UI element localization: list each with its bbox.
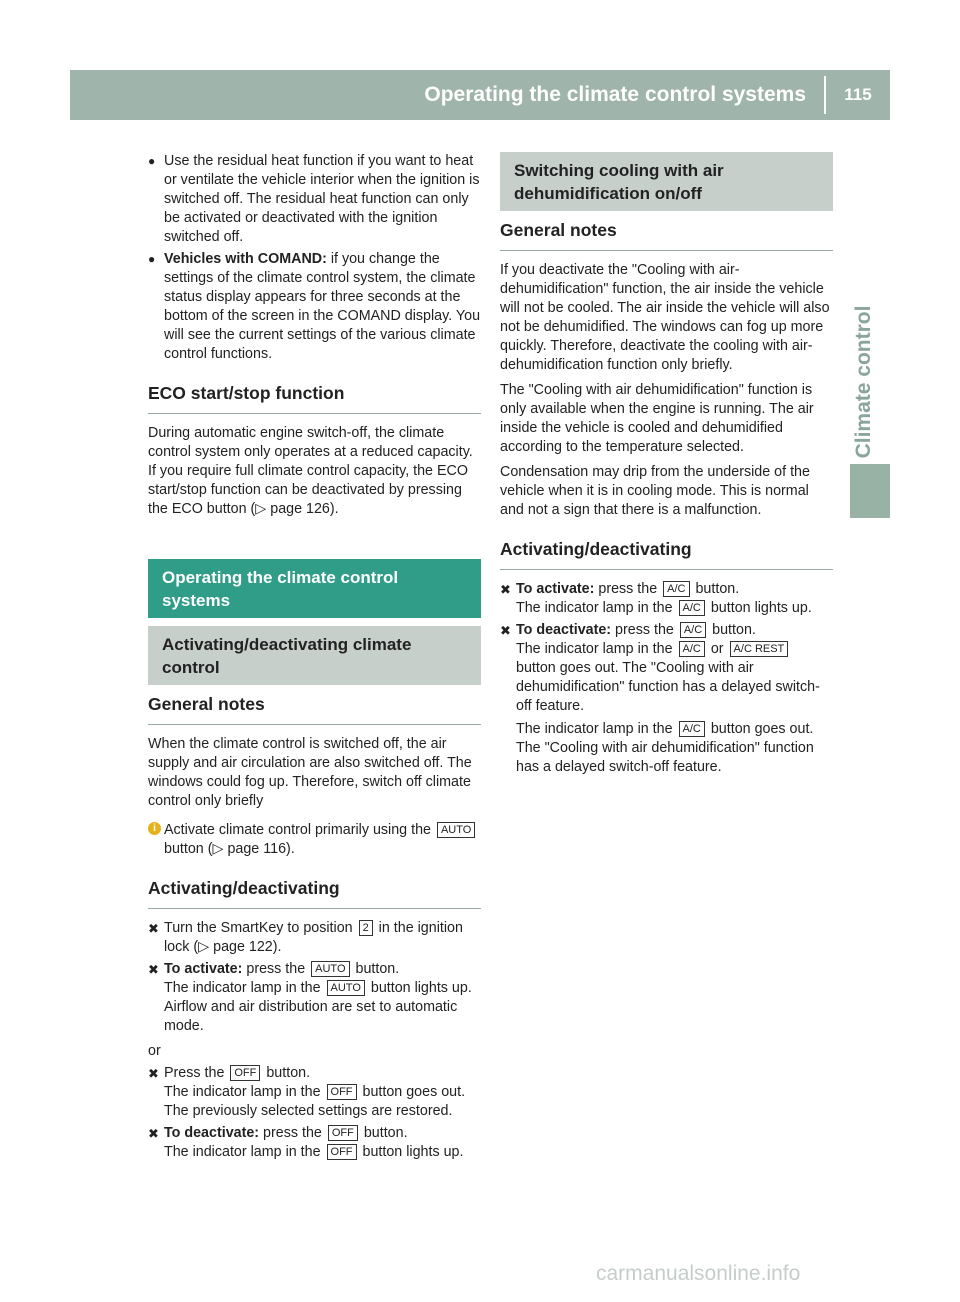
- paragraph: The "Cooling with air dehumidification" function is only available when the engine is running. The air inside the vehicle is cooled and dehumidified according to the temperature selected.: [500, 382, 814, 455]
- off-key-icon: OFF: [230, 1065, 260, 1081]
- step-arrow-icon: ✖: [148, 1066, 159, 1081]
- general-notes-heading-right: General notes: [500, 219, 833, 251]
- ac-key-icon: A/C: [680, 622, 706, 638]
- step-arrow-icon: ✖: [500, 623, 511, 638]
- paragraph: Condensation may drip from the underside of the vehicle when it is in cooling mode. This is normal and not a sign that there is a malfunction.: [500, 464, 810, 518]
- instruction-step: ✖ Press the OFF button. The indicator lamp in the OFF button goes out. The previously selected settings are restored.: [148, 1065, 466, 1119]
- section-title-cooling: Switching cooling with air dehumidification on/off: [500, 152, 833, 211]
- auto-key-icon: AUTO: [437, 822, 475, 838]
- section-title-sub: Activating/deactivating climate control: [148, 626, 481, 685]
- auto-key-icon: AUTO: [311, 961, 349, 977]
- step-arrow-icon: ✖: [148, 1126, 159, 1141]
- ac-key-icon: A/C: [679, 600, 705, 616]
- info-icon: i: [148, 822, 161, 835]
- left-column: [148, 152, 481, 1165]
- list-item: ● Use the residual heat function if you want to heat or ventilate the vehicle interior when the ignition is switched off. The residual heat function can only be activated or deactivated with the ignition switched off.: [148, 153, 480, 245]
- instruction-step: ✖ To deactivate: press the A/C button. The indicator lamp in the A/C or A/C REST button goes out. The "Cooling with air dehumidification" function has a delayed switch-off feature. The indicator lamp in the A/C button goes out. The "Cooling with air dehumidification" function has a delayed switch-off feature.: [500, 622, 820, 775]
- instruction-step: ✖ To activate: press the A/C button. The indicator lamp in the A/C button lights up.: [500, 581, 812, 616]
- or-text: or: [148, 1043, 161, 1059]
- watermark: carmanualsonline.info: [596, 1262, 801, 1285]
- off-key-icon: OFF: [328, 1125, 358, 1141]
- step-arrow-icon: ✖: [148, 921, 159, 936]
- general-notes-text: When the climate control is switched off, the air supply and air circulation are also switched off. The windows could fog up. Therefore, switch off climate control only briefly: [148, 736, 472, 809]
- bullet-icon: ●: [148, 252, 156, 266]
- ac-rest-key-icon: A/C REST: [730, 641, 789, 657]
- list-item: ● Vehicles with COMAND: if you change the settings of the climate control system, the climate status display appears for three seconds at the bottom of the screen in the COMAND display. You will see the current settings of the various climate control functions.: [148, 251, 481, 362]
- activating-heading: Activating/deactivating: [148, 877, 481, 909]
- auto-key-icon: AUTO: [327, 980, 365, 996]
- step-arrow-icon: ✖: [148, 962, 159, 977]
- header-bar: [70, 70, 890, 120]
- ac-key-icon: A/C: [679, 641, 705, 657]
- off-key-icon: OFF: [327, 1084, 357, 1100]
- off-key-icon: OFF: [327, 1144, 357, 1160]
- ac-key-icon: A/C: [679, 721, 705, 737]
- instruction-step: ✖ To activate: press the AUTO button. The indicator lamp in the AUTO button lights up. Airflow and air distribution are set to automatic mode.: [148, 961, 472, 1034]
- instruction-step: ✖ Turn the SmartKey to position 2 in the ignition lock (▷ page 122).: [148, 920, 463, 955]
- bullet-icon: ●: [148, 154, 156, 168]
- side-tab-marker: [850, 464, 890, 518]
- eco-heading: ECO start/stop function: [148, 382, 481, 414]
- info-note: i Activate climate control primarily using the AUTO button (▷ page 116).: [148, 821, 481, 859]
- ac-key-icon: A/C: [663, 581, 689, 597]
- step-arrow-icon: ✖: [500, 582, 511, 597]
- instruction-step: ✖ To deactivate: press the OFF button. The indicator lamp in the OFF button lights up.: [148, 1125, 464, 1160]
- position-key-icon: 2: [359, 920, 373, 936]
- right-column: [500, 152, 833, 780]
- section-title-main: Operating the climate control systems: [148, 559, 481, 618]
- paragraph: If you deactivate the "Cooling with air-dehumidification" function, the air inside the vehicle will not be cooled. The air inside the vehicle will also not be dehumidified. The windows can fog up more quickly. Therefore, deactivate the cooling with air-dehumidification function only briefly.: [500, 262, 830, 373]
- page-number: 115: [844, 85, 872, 104]
- page-header-title: Operating the climate control systems: [424, 83, 806, 106]
- eco-text: During automatic engine switch-off, the climate control system only operates at a reduced capacity. If you require full climate control capacity, the ECO start/stop function can be deactivated by pressing the ECO button (▷ page 126).: [148, 425, 473, 517]
- general-notes-heading: General notes: [148, 693, 481, 725]
- activating-heading-right: Activating/deactivating: [500, 538, 833, 570]
- side-tab-label: Climate control: [852, 305, 875, 459]
